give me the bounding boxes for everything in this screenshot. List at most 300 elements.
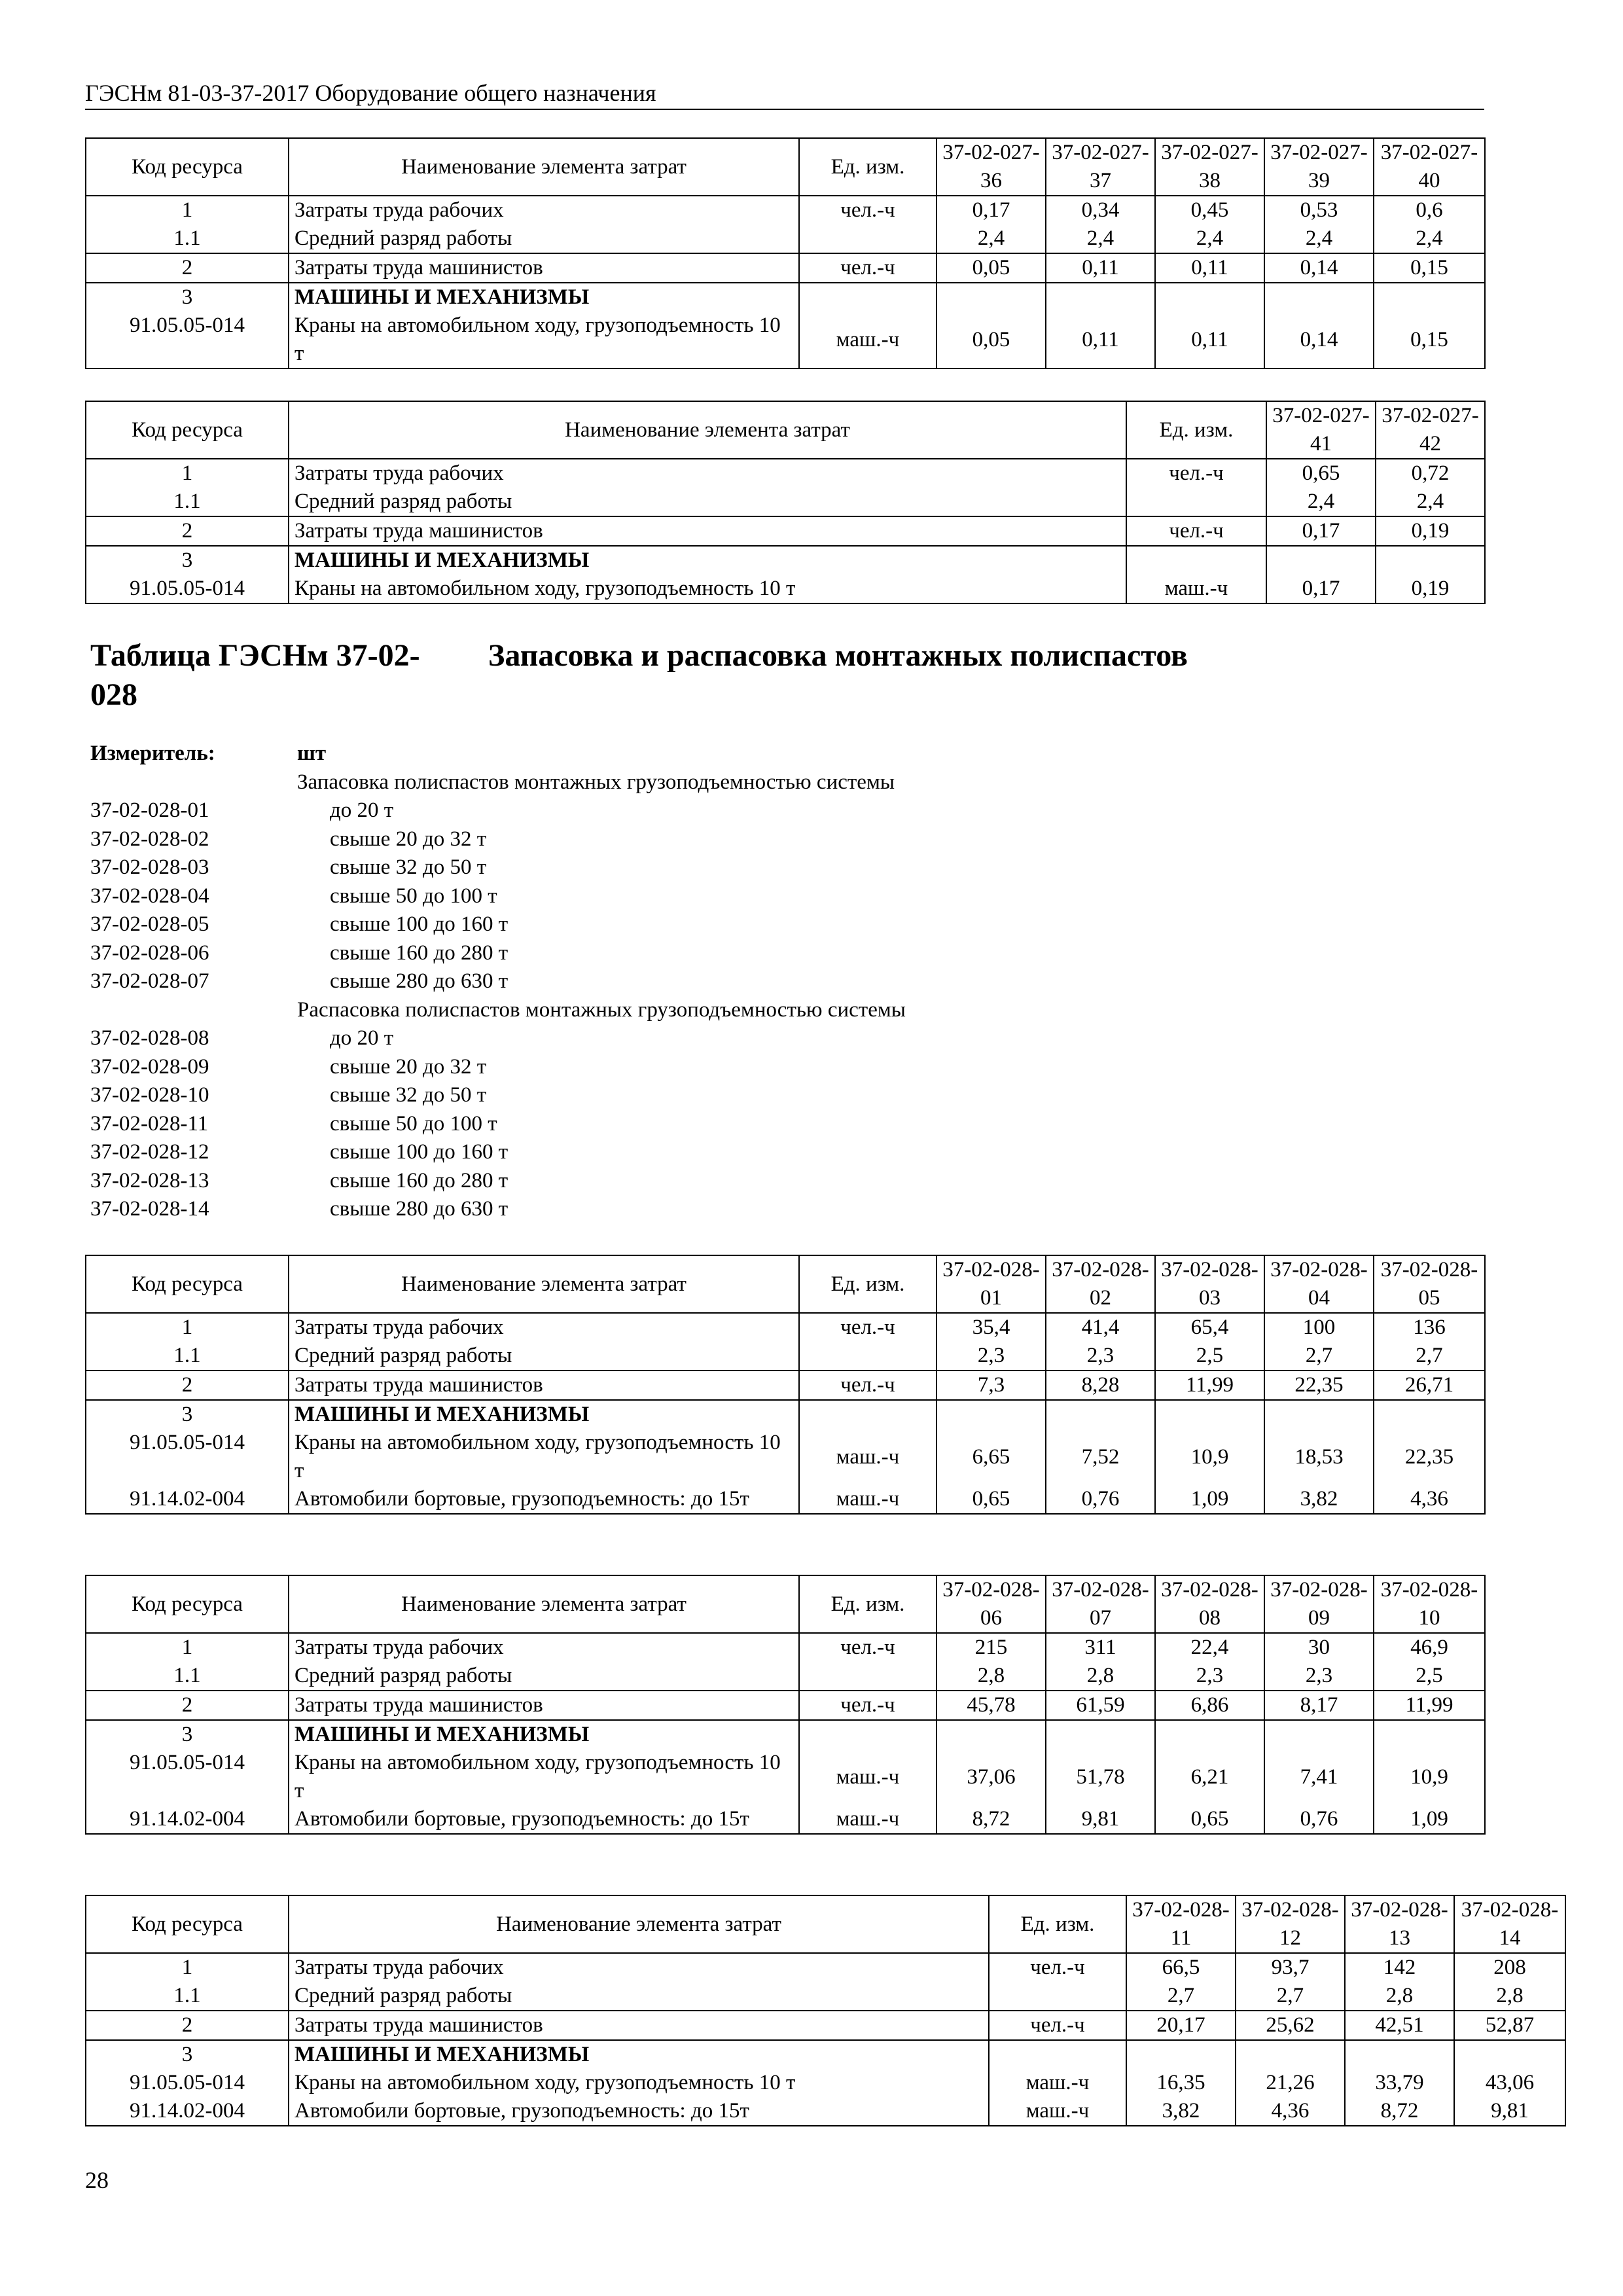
value-cell: 7,41 [1264,1749,1374,1805]
code-header: Код ресурса [86,1575,289,1633]
table-row [86,1400,1485,1429]
norm-code-header: 37-02-028-07 [1046,1575,1155,1633]
value-cell: 0,05 [936,312,1046,368]
resource-table-027-36-40 [85,137,1486,369]
resource-table-028-11-14 [85,1895,1566,2126]
value-cell: 2,5 [1374,1662,1485,1691]
item-code: 37-02-028-14 [90,1197,209,1221]
value-cell: 46,9 [1374,1633,1485,1662]
table-header-row [86,1255,1485,1313]
value-cell: 6,21 [1155,1749,1264,1805]
item-code: 37-02-028-11 [90,1111,209,1136]
resource-code: 3 [86,283,289,312]
value-cell: 2,7 [1374,1342,1485,1371]
value-cell: 8,17 [1264,1691,1374,1720]
resource-name: Краны на автомобильном ходу, грузоподъемность 10 т [289,1749,799,1805]
resource-unit: чел.-ч [799,1633,936,1662]
value-cell: 0,53 [1264,196,1374,224]
item-code: 37-02-028-06 [90,941,209,965]
value-cell: 4,36 [1374,1485,1485,1514]
table-row [86,1633,1485,1662]
meter-unit: шт [297,742,327,765]
resource-name: Краны на автомобильном ходу, грузоподъемность 10 т [289,575,1126,603]
norm-code-header: 37-02-028-04 [1264,1255,1374,1313]
resource-name: Средний разряд работы [289,224,799,253]
code-header: Код ресурса [86,1255,289,1313]
resource-name: Автомобили бортовые, грузоподъемность: до 15т [289,1485,799,1514]
value-cell: 0,05 [936,253,1046,283]
value-cell: 2,3 [1264,1662,1374,1691]
value-cell [1126,2040,1236,2069]
group-title: Распасовка полиспастов монтажных грузоподъемностью системы [297,997,906,1022]
value-cell [1374,283,1485,312]
resource-unit: чел.-ч [799,1371,936,1400]
resource-name: Затраты труда рабочих [289,1953,989,1982]
section-name: МАШИНЫ И МЕХАНИЗМЫ [289,1720,799,1749]
resource-unit: маш.-ч [799,1485,936,1514]
value-cell: 11,99 [1155,1371,1264,1400]
item-text: до 20 т [330,1026,394,1050]
value-cell: 0,76 [1264,1805,1374,1834]
resource-code: 91.05.05-014 [86,1429,289,1485]
resource-unit [799,1720,936,1749]
resource-unit [1126,546,1266,575]
value-cell [1046,283,1155,312]
resource-code: 1 [86,1953,289,1982]
resource-name: Затраты труда рабочих [289,1313,799,1342]
resource-unit: маш.-ч [1126,575,1266,603]
table-row [86,1720,1485,1749]
section-name: МАШИНЫ И МЕХАНИЗМЫ [289,1400,799,1429]
resource-code: 2 [86,1371,289,1400]
resource-code: 1.1 [86,488,289,516]
item-text: свыше 280 до 630 т [330,1197,508,1221]
page-number: 28 [85,2167,109,2193]
resource-code: 91.05.05-014 [86,312,289,368]
value-cell: 93,7 [1236,1953,1345,1982]
resource-unit [989,2040,1126,2069]
item-code: 37-02-028-01 [90,798,209,822]
resource-unit [989,1982,1126,2011]
resource-code: 1.1 [86,1982,289,2011]
value-cell: 2,4 [1155,224,1264,253]
norm-code-header: 37-02-028-14 [1454,1895,1565,1953]
resource-name: Затраты труда рабочих [289,459,1126,488]
table-row [86,546,1485,575]
value-cell: 2,7 [1264,1342,1374,1371]
item-text: свыше 50 до 100 т [330,1111,497,1136]
value-cell [1155,283,1264,312]
value-cell: 2,4 [1264,224,1374,253]
resource-unit: чел.-ч [799,1691,936,1720]
value-cell: 0,65 [1266,459,1376,488]
table-row [86,283,1485,312]
value-cell: 2,7 [1236,1982,1345,2011]
table-header-row [86,1895,1565,1953]
value-cell [1345,2040,1454,2069]
value-cell: 136 [1374,1313,1485,1342]
value-cell: 2,8 [1046,1662,1155,1691]
resource-unit [799,1400,936,1429]
table-row [86,516,1485,546]
resource-name: Средний разряд работы [289,1982,989,2011]
table-code: Таблица ГЭСНм 37-02-028 [90,638,420,712]
value-cell [1264,283,1374,312]
norm-code-header: 37-02-028-03 [1155,1255,1264,1313]
value-cell: 35,4 [936,1313,1046,1342]
norm-code-header: 37-02-027-37 [1046,138,1155,196]
value-cell: 66,5 [1126,1953,1236,1982]
value-cell: 2,8 [1454,1982,1565,2011]
value-cell: 0,72 [1376,459,1485,488]
resource-unit: чел.-ч [1126,459,1266,488]
resource-unit: чел.-ч [989,1953,1126,1982]
resource-name: Затраты труда машинистов [289,516,1126,546]
resource-name: Затраты труда машинистов [289,1371,799,1400]
value-cell: 52,87 [1454,2011,1565,2040]
resource-table-028-06-10 [85,1575,1486,1835]
table-row [86,1805,1485,1834]
table-header-row [86,401,1485,459]
value-cell: 30 [1264,1633,1374,1662]
norm-code-header: 37-02-028-06 [936,1575,1046,1633]
value-cell: 9,81 [1046,1805,1155,1834]
value-cell: 0,19 [1376,575,1485,603]
norm-code-header: 37-02-027-41 [1266,401,1376,459]
resource-unit: маш.-ч [799,312,936,368]
norm-code-header: 37-02-028-08 [1155,1575,1264,1633]
value-cell: 0,76 [1046,1485,1155,1514]
unit-header: Ед. изм. [799,1575,936,1633]
value-cell: 2,3 [936,1342,1046,1371]
value-cell: 2,4 [1374,224,1485,253]
page-header: ГЭСНм 81-03-37-2017 Оборудование общего назначения [85,79,1484,110]
value-cell: 0,11 [1155,253,1264,283]
value-cell: 18,53 [1264,1429,1374,1485]
table-row [86,1953,1565,1982]
item-code: 37-02-028-10 [90,1083,209,1107]
table-row [86,575,1485,603]
resource-code: 2 [86,2011,289,2040]
value-cell: 2,4 [1266,488,1376,516]
resource-unit [799,224,936,253]
resource-name: Краны на автомобильном ходу, грузоподъемность 10 т [289,1429,799,1485]
value-cell: 0,14 [1264,312,1374,368]
norm-code-header: 37-02-028-11 [1126,1895,1236,1953]
resource-unit: маш.-ч [989,2069,1126,2097]
resource-code: 91.14.02-004 [86,1805,289,1834]
resource-unit: маш.-ч [799,1805,936,1834]
value-cell: 51,78 [1046,1749,1155,1805]
resource-code: 3 [86,2040,289,2069]
resource-code: 1 [86,459,289,488]
resource-name: Автомобили бортовые, грузоподъемность: до 15т [289,1805,799,1834]
resource-code: 1.1 [86,1342,289,1371]
resource-name: Средний разряд работы [289,488,1126,516]
name-header: Наименование элемента затрат [289,401,1126,459]
resource-code: 2 [86,253,289,283]
item-text: свыше 32 до 50 т [330,855,487,879]
resource-name: Затраты труда машинистов [289,2011,989,2040]
value-cell [1374,1720,1485,1749]
norm-code-header: 37-02-028-09 [1264,1575,1374,1633]
table-row [86,1662,1485,1691]
value-cell: 65,4 [1155,1313,1264,1342]
value-cell: 21,26 [1236,2069,1345,2097]
item-text: свыше 32 до 50 т [330,1083,487,1107]
section-name: МАШИНЫ И МЕХАНИЗМЫ [289,283,799,312]
resource-code: 91.05.05-014 [86,575,289,603]
unit-header: Ед. изм. [1126,401,1266,459]
resource-unit [799,283,936,312]
resource-unit: маш.-ч [799,1749,936,1805]
value-cell: 0,19 [1376,516,1485,546]
value-cell: 215 [936,1633,1046,1662]
value-cell: 22,35 [1374,1429,1485,1485]
table-header-row [86,1575,1485,1633]
value-cell: 37,06 [936,1749,1046,1805]
value-cell: 0,15 [1374,253,1485,283]
table-row [86,1429,1485,1485]
item-text: свыше 20 до 32 т [330,827,487,851]
value-cell: 41,4 [1046,1313,1155,1342]
item-code: 37-02-028-02 [90,827,209,851]
value-cell: 0,17 [1266,516,1376,546]
item-code: 37-02-028-13 [90,1168,209,1193]
value-cell: 311 [1046,1633,1155,1662]
resource-name: Затраты труда машинистов [289,253,799,283]
table-row [86,1691,1485,1720]
resource-unit [799,1342,936,1371]
item-text: свыше 160 до 280 т [330,941,508,965]
resource-code: 2 [86,1691,289,1720]
value-cell: 33,79 [1345,2069,1454,2097]
norm-code-header: 37-02-027-39 [1264,138,1374,196]
item-code: 37-02-028-05 [90,912,209,936]
value-cell: 0,17 [1266,575,1376,603]
value-cell [1374,1400,1485,1429]
value-cell: 0,15 [1374,312,1485,368]
resource-unit: маш.-ч [799,1429,936,1485]
value-cell: 208 [1454,1953,1565,1982]
value-cell: 0,11 [1046,312,1155,368]
value-cell: 8,72 [936,1805,1046,1834]
resource-table-027-41-42 [85,401,1486,604]
resource-code: 1.1 [86,1662,289,1691]
item-text: до 20 т [330,798,394,822]
resource-code: 91.05.05-014 [86,1749,289,1805]
table-row [86,253,1485,283]
value-cell: 142 [1345,1953,1454,1982]
item-text: свыше 100 до 160 т [330,1140,508,1164]
value-cell: 43,06 [1454,2069,1565,2097]
resource-name: Затраты труда рабочих [289,1633,799,1662]
resource-name: Автомобили бортовые, грузоподъемность: до 15т [289,2097,989,2126]
item-text: свыше 280 до 630 т [330,969,508,993]
norm-code-header: 37-02-028-02 [1046,1255,1155,1313]
value-cell [936,1400,1046,1429]
resource-unit: чел.-ч [799,253,936,283]
code-header: Код ресурса [86,401,289,459]
resource-unit: маш.-ч [989,2097,1126,2126]
resource-unit: чел.-ч [799,1313,936,1342]
resource-code: 3 [86,1400,289,1429]
name-header: Наименование элемента затрат [289,1895,989,1953]
value-cell: 61,59 [1046,1691,1155,1720]
item-code: 37-02-028-07 [90,969,209,993]
value-cell: 0,45 [1155,196,1264,224]
resource-code: 3 [86,546,289,575]
value-cell: 26,71 [1374,1371,1485,1400]
value-cell: 22,4 [1155,1633,1264,1662]
unit-header: Ед. изм. [799,1255,936,1313]
item-code: 37-02-028-04 [90,884,209,908]
value-cell: 10,9 [1374,1749,1485,1805]
value-cell: 25,62 [1236,2011,1345,2040]
value-cell: 2,4 [1376,488,1485,516]
norm-code-header: 37-02-028-01 [936,1255,1046,1313]
resource-name: Краны на автомобильном ходу, грузоподъемность 10 т [289,312,799,368]
name-header: Наименование элемента затрат [289,1255,799,1313]
table-row [86,2011,1565,2040]
value-cell: 0,65 [936,1485,1046,1514]
value-cell [1155,1400,1264,1429]
value-cell: 2,7 [1126,1982,1236,2011]
value-cell: 10,9 [1155,1429,1264,1485]
value-cell: 0,17 [936,196,1046,224]
value-cell: 0,11 [1046,253,1155,283]
section-name: МАШИНЫ И МЕХАНИЗМЫ [289,546,1126,575]
resource-code: 91.14.02-004 [86,1485,289,1514]
value-cell: 6,86 [1155,1691,1264,1720]
table-row [86,1749,1485,1805]
value-cell: 3,82 [1264,1485,1374,1514]
item-code: 37-02-028-09 [90,1054,209,1079]
value-cell: 16,35 [1126,2069,1236,2097]
value-cell: 2,8 [1345,1982,1454,2011]
value-cell: 9,81 [1454,2097,1565,2126]
resource-code: 1 [86,1313,289,1342]
resource-code: 3 [86,1720,289,1749]
table-row [86,1371,1485,1400]
resource-name: Затраты труда рабочих [289,196,799,224]
item-text: свыше 20 до 32 т [330,1054,487,1079]
value-cell: 8,28 [1046,1371,1155,1400]
resource-code: 1 [86,1633,289,1662]
norm-code-header: 37-02-028-05 [1374,1255,1485,1313]
value-cell: 22,35 [1264,1371,1374,1400]
value-cell: 0,14 [1264,253,1374,283]
resource-unit: чел.-ч [1126,516,1266,546]
value-cell: 6,65 [936,1429,1046,1485]
value-cell [1264,1400,1374,1429]
group-title: Запасовка полиспастов монтажных грузоподъемностью системы [297,770,895,794]
value-cell [1155,1720,1264,1749]
resource-unit: чел.-ч [799,196,936,224]
value-cell [936,1720,1046,1749]
value-cell: 1,09 [1155,1485,1264,1514]
table-row [86,2097,1565,2126]
resource-unit [1126,488,1266,516]
unit-header: Ед. изм. [989,1895,1126,1953]
value-cell: 2,4 [936,224,1046,253]
value-cell: 2,4 [1046,224,1155,253]
resource-code: 91.14.02-004 [86,2097,289,2126]
item-text: свыше 160 до 280 т [330,1168,508,1193]
value-cell [1046,1400,1155,1429]
table-row [86,1485,1485,1514]
table-row [86,312,1485,368]
value-cell: 2,3 [1046,1342,1155,1371]
value-cell: 0,34 [1046,196,1155,224]
value-cell [1266,546,1376,575]
item-text: свыше 50 до 100 т [330,884,497,908]
value-cell [1236,2040,1345,2069]
norm-code-header: 37-02-027-38 [1155,138,1264,196]
resource-name: Затраты труда машинистов [289,1691,799,1720]
value-cell: 7,3 [936,1371,1046,1400]
table-row [86,488,1485,516]
norm-code-header: 37-02-027-42 [1376,401,1485,459]
item-code: 37-02-028-03 [90,855,209,879]
value-cell [1046,1720,1155,1749]
code-header: Код ресурса [86,1895,289,1953]
resource-code: 1.1 [86,224,289,253]
value-cell: 45,78 [936,1691,1046,1720]
resource-unit [799,1662,936,1691]
value-cell: 11,99 [1374,1691,1485,1720]
value-cell: 20,17 [1126,2011,1236,2040]
meter-label: Измеритель: [90,742,215,765]
table-row [86,196,1485,224]
table-title: Запасовка и распасовка монтажных полиспастов [488,638,1188,673]
norm-code-header: 37-02-027-40 [1374,138,1485,196]
resource-name: Средний разряд работы [289,1342,799,1371]
value-cell: 2,5 [1155,1342,1264,1371]
value-cell: 0,11 [1155,312,1264,368]
norm-code-header: 37-02-027-36 [936,138,1046,196]
resource-code: 1 [86,196,289,224]
name-header: Наименование элемента затрат [289,138,799,196]
value-cell: 1,09 [1374,1805,1485,1834]
unit-header: Ед. изм. [799,138,936,196]
value-cell: 3,82 [1126,2097,1236,2126]
table-row [86,224,1485,253]
item-code: 37-02-028-08 [90,1026,209,1050]
resource-unit: чел.-ч [989,2011,1126,2040]
value-cell [1264,1720,1374,1749]
table-row [86,1313,1485,1342]
value-cell: 8,72 [1345,2097,1454,2126]
code-header: Код ресурса [86,138,289,196]
resource-table-028-01-05 [85,1255,1486,1515]
value-cell [1376,546,1485,575]
item-code: 37-02-028-12 [90,1140,209,1164]
table-row [86,2069,1565,2097]
value-cell [936,283,1046,312]
value-cell: 7,52 [1046,1429,1155,1485]
value-cell [1454,2040,1565,2069]
table-row [86,459,1485,488]
value-cell: 100 [1264,1313,1374,1342]
table-row [86,2040,1565,2069]
norm-code-header: 37-02-028-13 [1345,1895,1454,1953]
item-text: свыше 100 до 160 т [330,912,508,936]
value-cell: 4,36 [1236,2097,1345,2126]
resource-name: Краны на автомобильном ходу, грузоподъемность 10 т [289,2069,989,2097]
value-cell: 2,8 [936,1662,1046,1691]
norm-code-header: 37-02-028-12 [1236,1895,1345,1953]
